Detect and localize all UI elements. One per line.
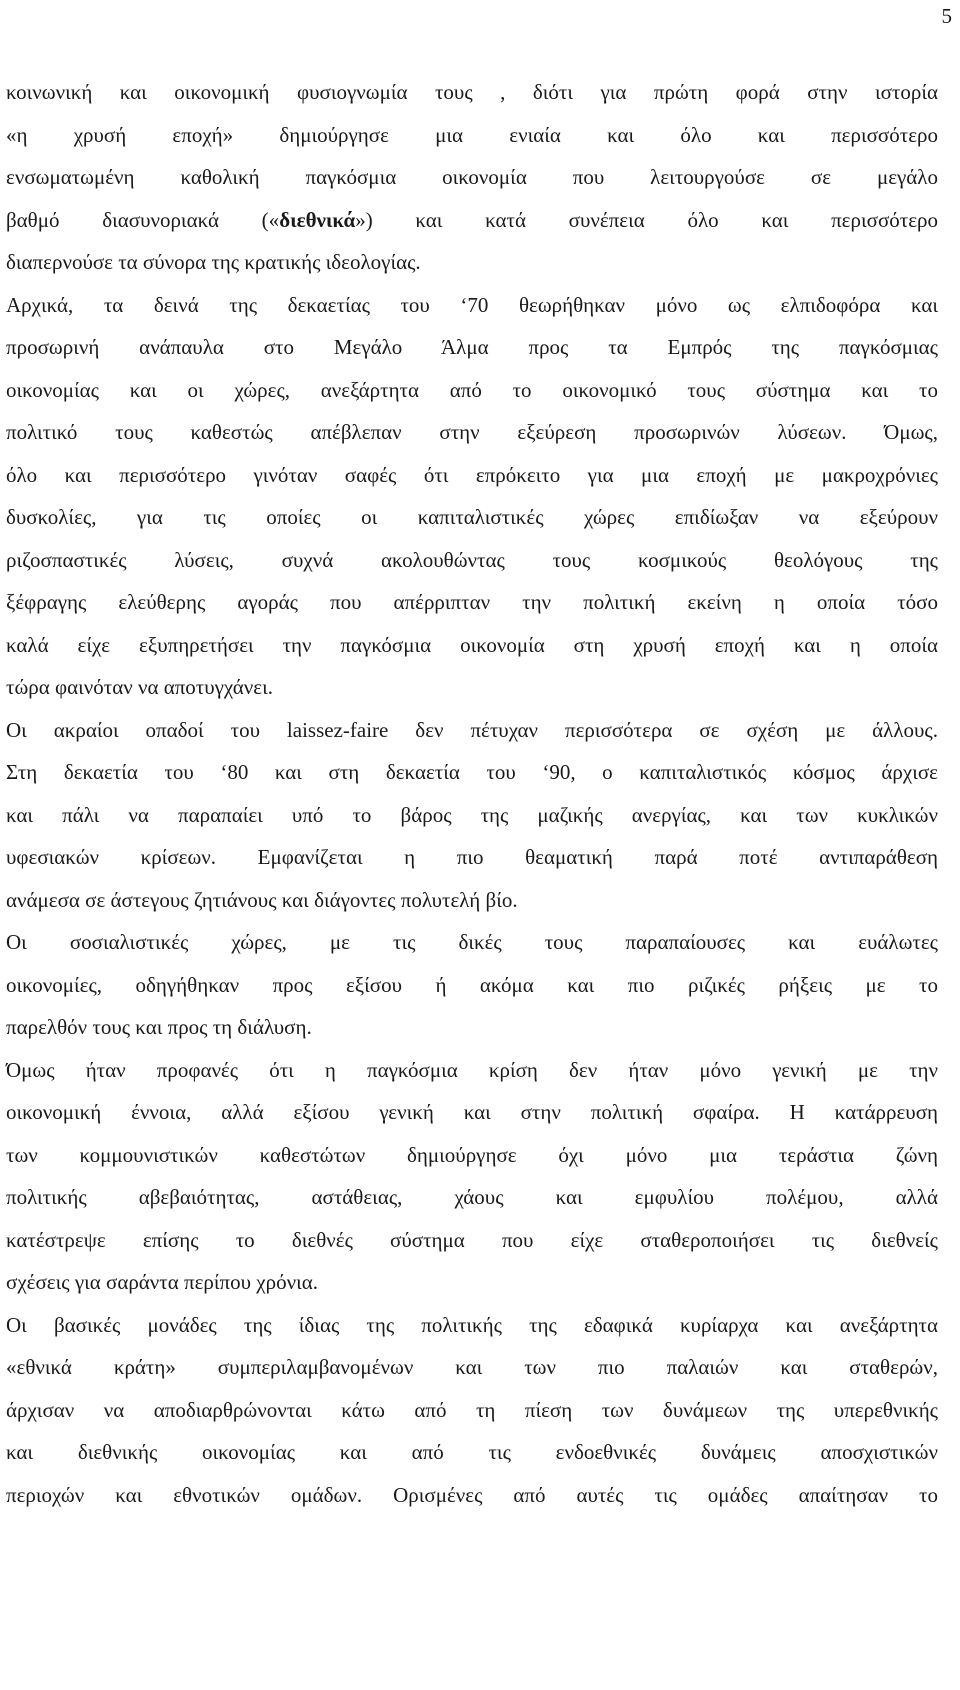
text-line: παρελθόν τους και προς τη διάλυση. xyxy=(6,1015,312,1039)
text-line: Οι βασικές μονάδες της ίδιας της πολιτικής της εδαφικά κυρίαρχα και ανεξάρτητα xyxy=(6,1313,938,1337)
text-line: οικονομίες, οδηγήθηκαν προς εξίσου ή ακόμα και πιο ριζικές ρήξεις με το xyxy=(6,973,938,997)
text-line: ενσωματωμένη καθολική παγκόσμια οικονομία που λειτουργούσε σε μεγάλο xyxy=(6,165,938,189)
text-line: άρχισαν να αποδιαρθρώνονται κάτω από τη πίεση των δυνάμεων της υπερεθνικής xyxy=(6,1398,938,1422)
text-line xyxy=(6,204,938,236)
text-line: ριζοσπαστικές λύσεις, συχνά ακολουθώντας τους κοσμικούς θεολόγους της xyxy=(6,548,938,572)
text-line: πολιτικό τους καθεστώς απέβλεπαν στην εξεύρεση προσωρινών λύσεων. Όμως, xyxy=(6,420,938,444)
page-number: 5 xyxy=(941,4,952,28)
text-line: «εθνικά κράτη» συμπεριλαμβανομένων και των πιο παλαιών και σταθερών, xyxy=(6,1355,938,1379)
text-line: πολιτικής αβεβαιότητας, αστάθειας, χάους και εμφυλίου πολέμου, αλλά xyxy=(6,1185,938,1209)
text-line: προσωρινή ανάπαυλα στο Μεγάλο Άλμα προς τα Εμπρός της παγκόσμιας xyxy=(6,335,938,359)
text-line: καλά είχε εξυπηρετήσει την παγκόσμια οικονομία στη χρυσή εποχή και η οποία xyxy=(6,633,938,657)
text-line: κοινωνική και οικονομική φυσιογνωμία τους , διότι για πρώτη φορά στην ιστορία xyxy=(6,80,938,104)
text-line: υφεσιακών κρίσεων. Εμφανίζεται η πιο θεαματική παρά ποτέ αντιπαράθεση xyxy=(6,845,938,869)
text-line: όλο και περισσότερο γινόταν σαφές ότι επρόκειτο για μια εποχή με μακροχρόνιες xyxy=(6,463,938,487)
text-line: δυσκολίες, για τις οποίες οι καπιταλιστικές χώρες επιδίωξαν να εξεύρουν xyxy=(6,505,938,529)
text-line: Οι σοσιαλιστικές χώρες, με τις δικές τους παραπαίουσες και ευάλωτες xyxy=(6,930,938,954)
text-line: περιοχών και εθνοτικών ομάδων. Ορισμένες από αυτές τις ομάδες απαίτησαν το xyxy=(6,1483,938,1507)
bold-term: διεθνικά xyxy=(279,208,356,232)
text-line: σχέσεις για σαράντα περίπου χρόνια. xyxy=(6,1270,318,1294)
text-line: ξέφραγης ελεύθερης αγοράς που απέρριπταν την πολιτική εκείνη η οποία τόσο xyxy=(6,590,938,614)
text-line: των κομμουνιστικών καθεστώτων δημιούργησε όχι μόνο μια τεράστια ζώνη xyxy=(6,1143,938,1167)
text-line: κατέστρεψε επίσης το διεθνές σύστημα που είχε σταθεροποιήσει τις διεθνείς xyxy=(6,1228,938,1252)
text-line: οικονομίας και οι χώρες, ανεξάρτητα από το οικονομικό τους σύστημα και το xyxy=(6,378,938,402)
text-line: Όμως ήταν προφανές ότι η παγκόσμια κρίση δεν ήταν μόνο γενική με την xyxy=(6,1058,938,1082)
text-line-start: βαθμό διασυνοριακά (« xyxy=(6,208,280,232)
text-line: και πάλι να παραπαίει υπό το βάρος της μαζικής ανεργίας, και των κυκλικών xyxy=(6,803,938,827)
text-line: ανάμεσα σε άστεγους ζητιάνους και διάγοντες πολυτελή βίο. xyxy=(6,888,518,912)
text-line: διαπερνούσε τα σύνορα της κρατικής ιδεολογίας. xyxy=(6,250,421,274)
text-line: «η χρυσή εποχή» δημιούργησε μια ενιαία και όλο και περισσότερο xyxy=(6,123,938,147)
text-line: Αρχικά, τα δεινά της δεκαετίας του ‘70 θεωρήθηκαν μόνο ως ελπιδοφόρα και xyxy=(6,293,938,317)
text-line-end: ») και κατά συνέπεια όλο και περισσότερο xyxy=(355,208,938,232)
text-line: οικονομική έννοια, αλλά εξίσου γενική και στην πολιτική σφαίρα. Η κατάρρευση xyxy=(6,1100,938,1124)
text-line: Οι ακραίοι οπαδοί του laissez-faire δεν πέτυχαν περισσότερα σε σχέση με άλλους. xyxy=(6,718,938,742)
text-line: Στη δεκαετία του ‘80 και στη δεκαετία του ‘90, ο καπιταλιστικός κόσμος άρχισε xyxy=(6,760,938,784)
text-line: τώρα φαινόταν να αποτυγχάνει. xyxy=(6,675,273,699)
text-line: και διεθνικής οικονομίας και από τις ενδοεθνικές δυνάμεις αποσχιστικών xyxy=(6,1440,938,1464)
